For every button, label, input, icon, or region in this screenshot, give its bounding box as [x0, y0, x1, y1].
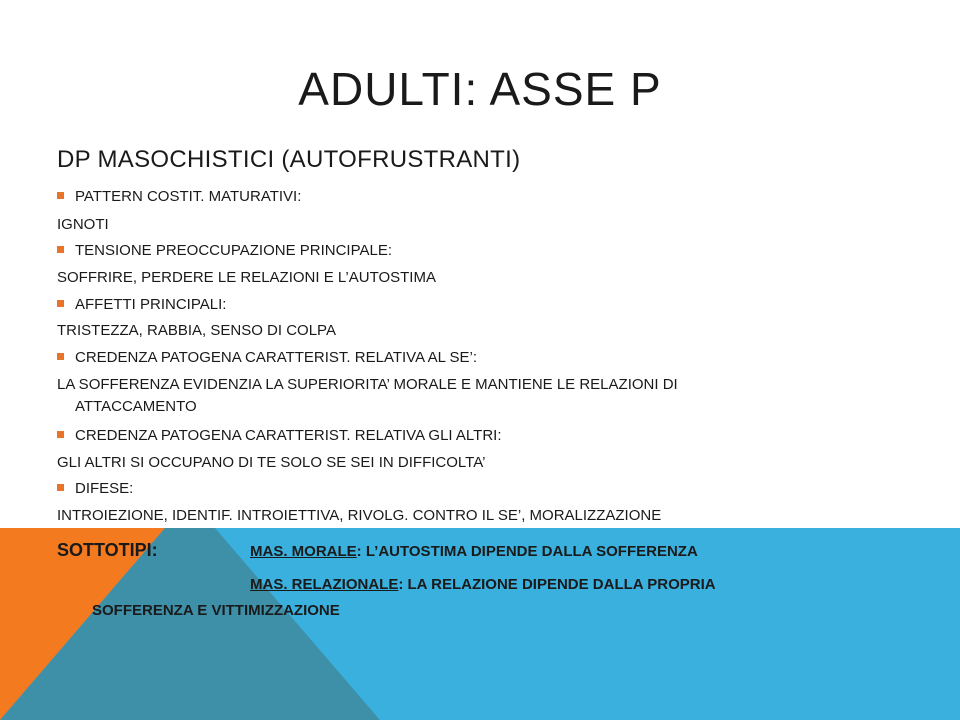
- bullet-icon: [57, 353, 64, 360]
- subtype-morale-text: : L’AUTOSTIMA DIPENDE DALLA SOFFERENZA: [356, 543, 698, 560]
- list-item-heading: [57, 427, 502, 444]
- subtype-relazionale-name: MAS. RELAZIONALE: [250, 576, 399, 593]
- subtype-morale: [250, 543, 698, 560]
- list-item-heading: [57, 480, 133, 497]
- heading-text: CREDENZA PATOGENA CARATTERIST. RELATIVA AL SE’:: [75, 349, 478, 366]
- list-item-text: GLI ALTRI SI OCCUPANO DI TE SOLO SE SEI IN DIFFICOLTA’: [57, 454, 486, 471]
- bullet-icon: [57, 246, 64, 253]
- bullet-icon: [57, 484, 64, 491]
- heading-text: DIFESE:: [75, 480, 134, 497]
- list-item-heading: [57, 349, 477, 366]
- subtypes-label: SOTTOTIPI:: [57, 540, 158, 560]
- list-item-text-continued: ATTACCAMENTO: [75, 398, 197, 415]
- subtype-relazionale-continued: SOFFERENZA E VITTIMIZZAZIONE: [92, 602, 340, 619]
- list-item-text: SOFFRIRE, PERDERE LE RELAZIONI E L’AUTOSTIMA: [57, 269, 436, 286]
- bullet-icon: [57, 192, 64, 199]
- list-item-text: LA SOFFERENZA EVIDENZIA LA SUPERIORITA’ MORALE E MANTIENE LE RELAZIONI DI: [57, 376, 678, 393]
- heading-text: TENSIONE PREOCCUPAZIONE PRINCIPALE:: [75, 242, 392, 259]
- list-item-text: IGNOTI: [57, 216, 109, 233]
- slide-title: ADULTI: ASSE P: [298, 63, 662, 115]
- list-item-text: TRISTEZZA, RABBIA, SENSO DI COLPA: [57, 322, 336, 339]
- heading-text: CREDENZA PATOGENA CARATTERIST. RELATIVA GLI ALTRI:: [75, 427, 502, 444]
- subtype-relazionale-text: : LA RELAZIONE DIPENDE DALLA PROPRIA: [398, 576, 716, 593]
- list-item-heading: [57, 242, 392, 259]
- slide-subtitle: DP MASOCHISTICI (AUTOFRUSTRANTI): [57, 146, 521, 173]
- subtype-relazionale: [250, 576, 716, 593]
- heading-text: AFFETTI PRINCIPALI:: [75, 296, 227, 313]
- list-item-heading: [57, 188, 301, 205]
- list-item-heading: [57, 296, 226, 313]
- bullet-icon: [57, 300, 64, 307]
- subtype-morale-name: MAS. MORALE: [250, 543, 357, 560]
- list-item-text: INTROIEZIONE, IDENTIF. INTROIETTIVA, RIVOLG. CONTRO IL SE’, MORALIZZAZIONE: [57, 507, 662, 524]
- bullet-icon: [57, 431, 64, 438]
- heading-text: PATTERN COSTIT. MATURATIVI:: [75, 188, 302, 205]
